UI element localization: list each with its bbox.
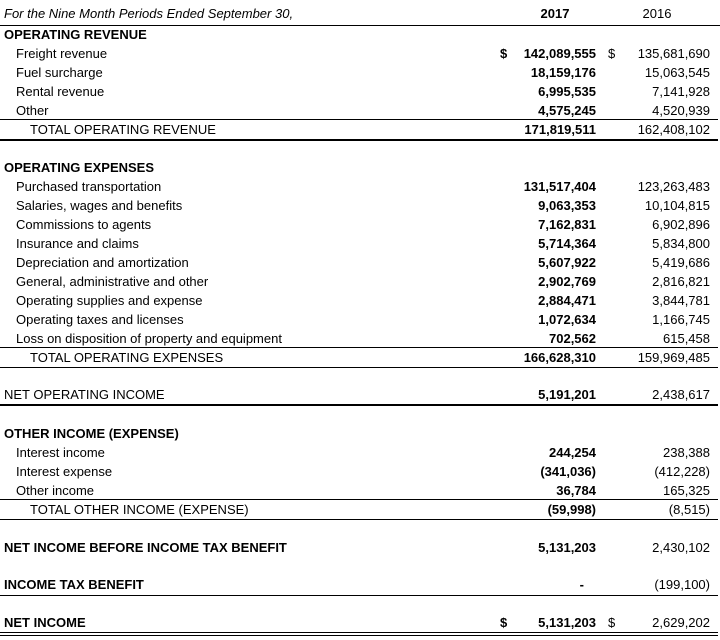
line-item-label: Salaries, wages and benefits	[16, 198, 183, 213]
value-2016: (199,100)	[654, 577, 710, 592]
line-item-row	[0, 253, 720, 272]
value-2017: 18,159,176	[530, 65, 596, 80]
currency-symbol: $	[608, 46, 616, 61]
year-2016-header: 2016	[642, 6, 672, 21]
value-2017: -	[579, 577, 584, 592]
line-item-label: Depreciation and amortization	[16, 255, 189, 270]
section-title: OPERATING REVENUE	[4, 27, 147, 42]
tax-benefit-row	[0, 575, 720, 594]
value-2017: 5,131,203	[538, 615, 596, 630]
line-item-label: Fuel surcharge	[16, 65, 103, 80]
line-item-row	[0, 234, 720, 253]
value-2016: 15,063,545	[644, 65, 710, 80]
header-row	[0, 4, 720, 23]
line-item-row	[0, 443, 720, 462]
value-2016: 1,166,745	[652, 312, 710, 327]
net-operating-rule	[0, 404, 718, 406]
line-item-label: Other	[16, 103, 49, 118]
line-item-label: Commissions to agents	[16, 217, 152, 232]
total-rule	[0, 367, 718, 368]
line-item-label: Other income	[16, 483, 95, 498]
value-2017: 131,517,404	[523, 179, 596, 194]
value-2017: 244,254	[549, 445, 596, 460]
total-label: TOTAL OPERATING REVENUE	[30, 122, 216, 137]
line-item-label: Operating taxes and licenses	[16, 312, 184, 327]
total-2017: 166,628,310	[523, 350, 596, 365]
line-item-label: Freight revenue	[16, 46, 108, 61]
value-2017: 9,063,353	[538, 198, 596, 213]
value-2016: 238,388	[663, 445, 710, 460]
line-item-row	[0, 82, 720, 101]
value-2016: 165,325	[663, 483, 710, 498]
value-2017: (341,036)	[540, 464, 596, 479]
value-2016: (412,228)	[654, 464, 710, 479]
value-2016: 123,263,483	[637, 179, 710, 194]
value-2017: 5,714,364	[538, 236, 596, 251]
line-item-label: Purchased transportation	[16, 179, 162, 194]
net-operating-income-label: NET OPERATING INCOME	[4, 387, 165, 402]
line-item-row	[0, 481, 720, 500]
line-item-label: Loss on disposition of property and equipment	[16, 331, 282, 346]
total-row	[0, 120, 720, 139]
section-title-row	[0, 158, 720, 177]
value-2017: 2,884,471	[538, 293, 596, 308]
line-item-label: Interest income	[16, 445, 105, 460]
value-2016: 135,681,690	[637, 46, 710, 61]
value-2017: 5,607,922	[538, 255, 596, 270]
value-2016: 5,419,686	[652, 255, 710, 270]
net-operating-income-row	[0, 385, 720, 404]
income-before-tax-row	[0, 538, 720, 557]
value-2016: 2,629,202	[652, 615, 710, 630]
section-title: OPERATING EXPENSES	[4, 160, 155, 175]
year-2017-header: 2017	[540, 6, 570, 21]
total-rule	[0, 519, 718, 520]
value-2016: 2,816,821	[652, 274, 710, 289]
line-item-row	[0, 462, 720, 481]
line-item-label: Operating supplies and expense	[16, 293, 203, 308]
line-item-row	[0, 196, 720, 215]
line-item-row	[0, 101, 720, 120]
value-2016: 5,834,800	[652, 236, 710, 251]
line-item-label: Interest expense	[16, 464, 113, 479]
total-2016: (8,515)	[668, 502, 710, 517]
currency-symbol: $	[608, 615, 616, 630]
value-2017: 7,162,831	[538, 217, 596, 232]
value-2016: 6,902,896	[652, 217, 710, 232]
total-2016: 159,969,485	[637, 350, 710, 365]
section-title-row	[0, 25, 720, 44]
value-2016: 2,430,102	[652, 540, 710, 555]
line-item-row	[0, 291, 720, 310]
line-item-label: Insurance and claims	[16, 236, 139, 251]
section-title-row	[0, 424, 720, 443]
value-2017: 4,575,245	[538, 103, 596, 118]
value-2017: 5,191,201	[538, 387, 596, 402]
total-2017: (59,998)	[547, 502, 596, 517]
total-label: TOTAL OTHER INCOME (EXPENSE)	[30, 502, 249, 517]
value-2017: 702,562	[549, 331, 596, 346]
line-item-label: General, administrative and other	[16, 274, 209, 289]
net-income-row	[0, 613, 720, 632]
double-rule-bottom	[0, 635, 718, 636]
net-income-label: NET INCOME	[4, 615, 86, 630]
total-label: TOTAL OPERATING EXPENSES	[30, 350, 224, 365]
value-2016: 10,104,815	[644, 198, 710, 213]
line-item-row	[0, 329, 720, 348]
double-rule-top	[0, 632, 718, 633]
value-2017: 2,902,769	[538, 274, 596, 289]
line-item-row	[0, 44, 720, 63]
total-2017: 171,819,511	[524, 122, 596, 137]
value-2016: 4,520,939	[652, 103, 710, 118]
pre-net-rule	[0, 595, 718, 596]
total-2016: 162,408,102	[637, 122, 710, 137]
line-item-row	[0, 272, 720, 291]
period-label: For the Nine Month Periods Ended September 30,	[4, 6, 294, 21]
total-row	[0, 500, 720, 519]
line-item-label: Rental revenue	[16, 84, 105, 99]
value-2017: 5,131,203	[538, 540, 596, 555]
value-2017: 6,995,535	[538, 84, 596, 99]
line-item-row	[0, 177, 720, 196]
line-item-row	[0, 215, 720, 234]
value-2017: 1,072,634	[538, 312, 596, 327]
section-title: OTHER INCOME (EXPENSE)	[4, 426, 179, 441]
currency-symbol: $	[500, 46, 508, 61]
value-2016: 3,844,781	[652, 293, 710, 308]
value-2016: 2,438,617	[652, 387, 710, 402]
value-2016: 7,141,928	[652, 84, 710, 99]
currency-symbol: $	[500, 615, 508, 630]
value-2017: 36,784	[556, 483, 596, 498]
value-2017: 142,089,555	[523, 46, 596, 61]
line-item-row	[0, 310, 720, 329]
line-item-row	[0, 63, 720, 82]
tax-benefit-label: INCOME TAX BENEFIT	[4, 577, 144, 592]
income-before-tax-label: NET INCOME BEFORE INCOME TAX BENEFIT	[4, 540, 287, 555]
total-rule	[0, 139, 718, 141]
total-row	[0, 348, 720, 367]
value-2016: 615,458	[663, 331, 710, 346]
